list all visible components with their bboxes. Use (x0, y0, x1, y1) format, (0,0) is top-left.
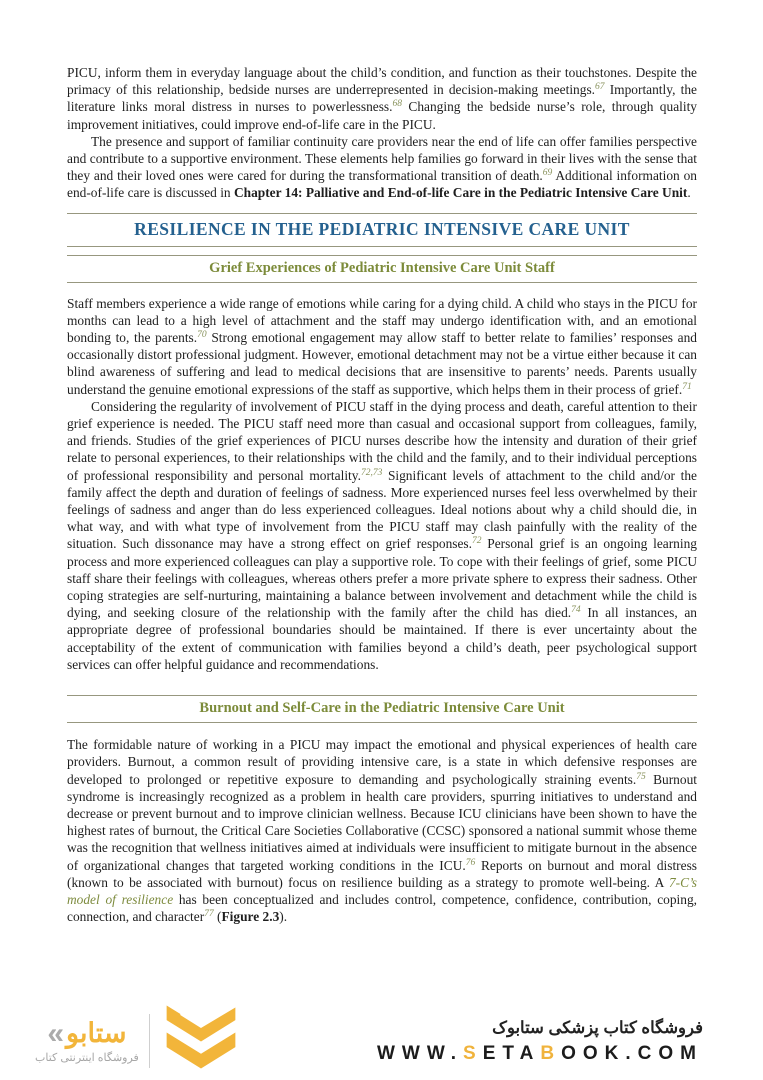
subsection-heading-block-burnout (67, 695, 697, 723)
paragraph-bedside-nurses: PICU, inform them in everyday language about the child’s condition, and function as their touchstones. Despite the primacy of this relationship, bedside nurses are underrepresented in decision-making meetings.$^{67}$ Importantly, the literature links moral distress in nurses to powerlessness.$^{68}$ Changing the bedside nurse’s role, through quality improvement initiatives, could improve end-of-life care in the PICU. (67, 65, 697, 132)
setabook-wordmark (47, 1016, 127, 1050)
logo-divider (149, 1014, 150, 1068)
setabook-logo (35, 1003, 242, 1080)
section-title-resilience: RESILIENCE IN THE PEDIATRIC INTENSIVE CARE UNIT (134, 218, 630, 239)
paragraph-continuity-care: The presence and support of familiar continuity care providers near the end of life can offer families perspective and contribute to a supportive environment. These elements help families go forward in their lives with the sense that they and their loved ones were cared for during the transformational transition of death.$^{69}$ Additional information on end-of-life care is discussed in Chapter 14: Palliative and End-of-life Care in the Pediatric Intensive Care Unit. (67, 133, 697, 201)
publisher-watermark (0, 1002, 763, 1080)
section-heading-block-resilience (67, 213, 697, 247)
paragraph-grief-experience: Considering the regularity of involvement of PICU staff in the dying process and death, careful attention to their grief experience is needed. The PICU staff need more than casual and occasional support from colleagues, family, and friends. Studies of the grief experiences of PICU nurses describe how the intensity and duration of their grief relate to personal experiences, to their relationships with the child and the family, and to their individual perceptions of professional responsibility and personal mortality.$^{72,73}$ Significant levels of attachment to the child and/or the family affect the depth and duration of feelings of sadness. More experienced nurses feel less overwhelmed by their feelings of sadness and anger than do less experienced colleagues. Ideal notions about why a child should die, in what way, and with what type of involvement from the PICU staff may clash painfully with the reality of the situation. Such dissonance may have a strong effect on grief responses.$^{72}$ Personal grief is an ongoing learning process and more experienced colleagues can play a supportive role. To cope with their feelings of grief, some PICU staff share their feelings with colleagues, whereas others prefer a more private sphere to express their sadness. Other coping strategies are self-nurturing, maintaining a balance between involvement and detachment while the child is dying, and seeking closure of the relationship with the family after the child has died.$^{74}$ In all instances, an appropriate degree of professional boundaries should be maintained. If there is ever uncertainty about the acceptability of the extent of communication with families beyond a child’s death, peer psychological support services can offer helpful guidance and recommendations. (67, 398, 698, 672)
paragraph-staff-emotions: Staff members experience a wide range of emotions while caring for a dying child. A child who stays in the PICU for months can lead to a high level of attachment and the staff may undergo identification with, and an emotional bonding to, the parents.$^{70}$ Strong emotional engagement may allow staff to better relate to families’ responses and occasionally distort professional judgment. However, emotional detachment may not be a virtue either because it can blind awareness of suffering and lead to medical decisions that are insensitive to parents’ needs. Parents usually understand the genuine emotional expressions of the staff as supportive, which helps them in their process of grief.$^{71}$ (67, 295, 698, 397)
setabook-wordmark-text: ستابو (66, 1017, 127, 1048)
store-title: فروشگاه کتاب پزشکی ستابوک (492, 1018, 703, 1037)
guillemet-icon: « (47, 1016, 64, 1050)
logo-tagline: فروشگاه اینترنتی کتاب (35, 1051, 139, 1064)
chevron-s-emblem-icon (160, 1003, 242, 1080)
website-url: WWW.SETABOOK.COM (376, 1042, 703, 1064)
subsection-title-burnout: Burnout and Self-Care in the Pediatric Intensive Care Unit (199, 700, 565, 717)
store-info-block (377, 1018, 703, 1065)
page-text-column (67, 64, 697, 925)
setabook-wordmark-block (35, 1016, 139, 1064)
subsection-title-grief: Grief Experiences of Pediatric Intensive Care Unit Staff (209, 259, 555, 276)
paragraph-burnout: The formidable nature of working in a PICU may impact the emotional and physical experiences of health care providers. Burnout, a common result of providing intensive care, is a state in which defensive responses are developed to prolonged or repetitive exposure to demanding and psychologically straining events.$^{75}$ Burnout syndrome is increasingly recognized as a problem in health care providers, spurring initiatives to understand and decrease or prevent burnout and to improve clinician wellness. Because ICU clinicians have been shown to have the highest rates of burnout, the Critical Care Societies Collaborative (CCSC) sponsored a national summit whose theme was the recognition that wellness initiatives aimed at individuals were insufficient to mitigate burnout in the absence of organizational changes that targeted working conditions in the ICU.$^{76}$ Reports on burnout and moral distress (known to be associated with burnout) focus on resilience building as a strategy to promote well-being. A 7-C’s model of resilience has been conceptualized and includes control, competence, confidence, contribution, coping, connection, and character$^{77}$ (Figure 2.3). (67, 737, 698, 925)
subsection-heading-block-grief (67, 255, 697, 283)
